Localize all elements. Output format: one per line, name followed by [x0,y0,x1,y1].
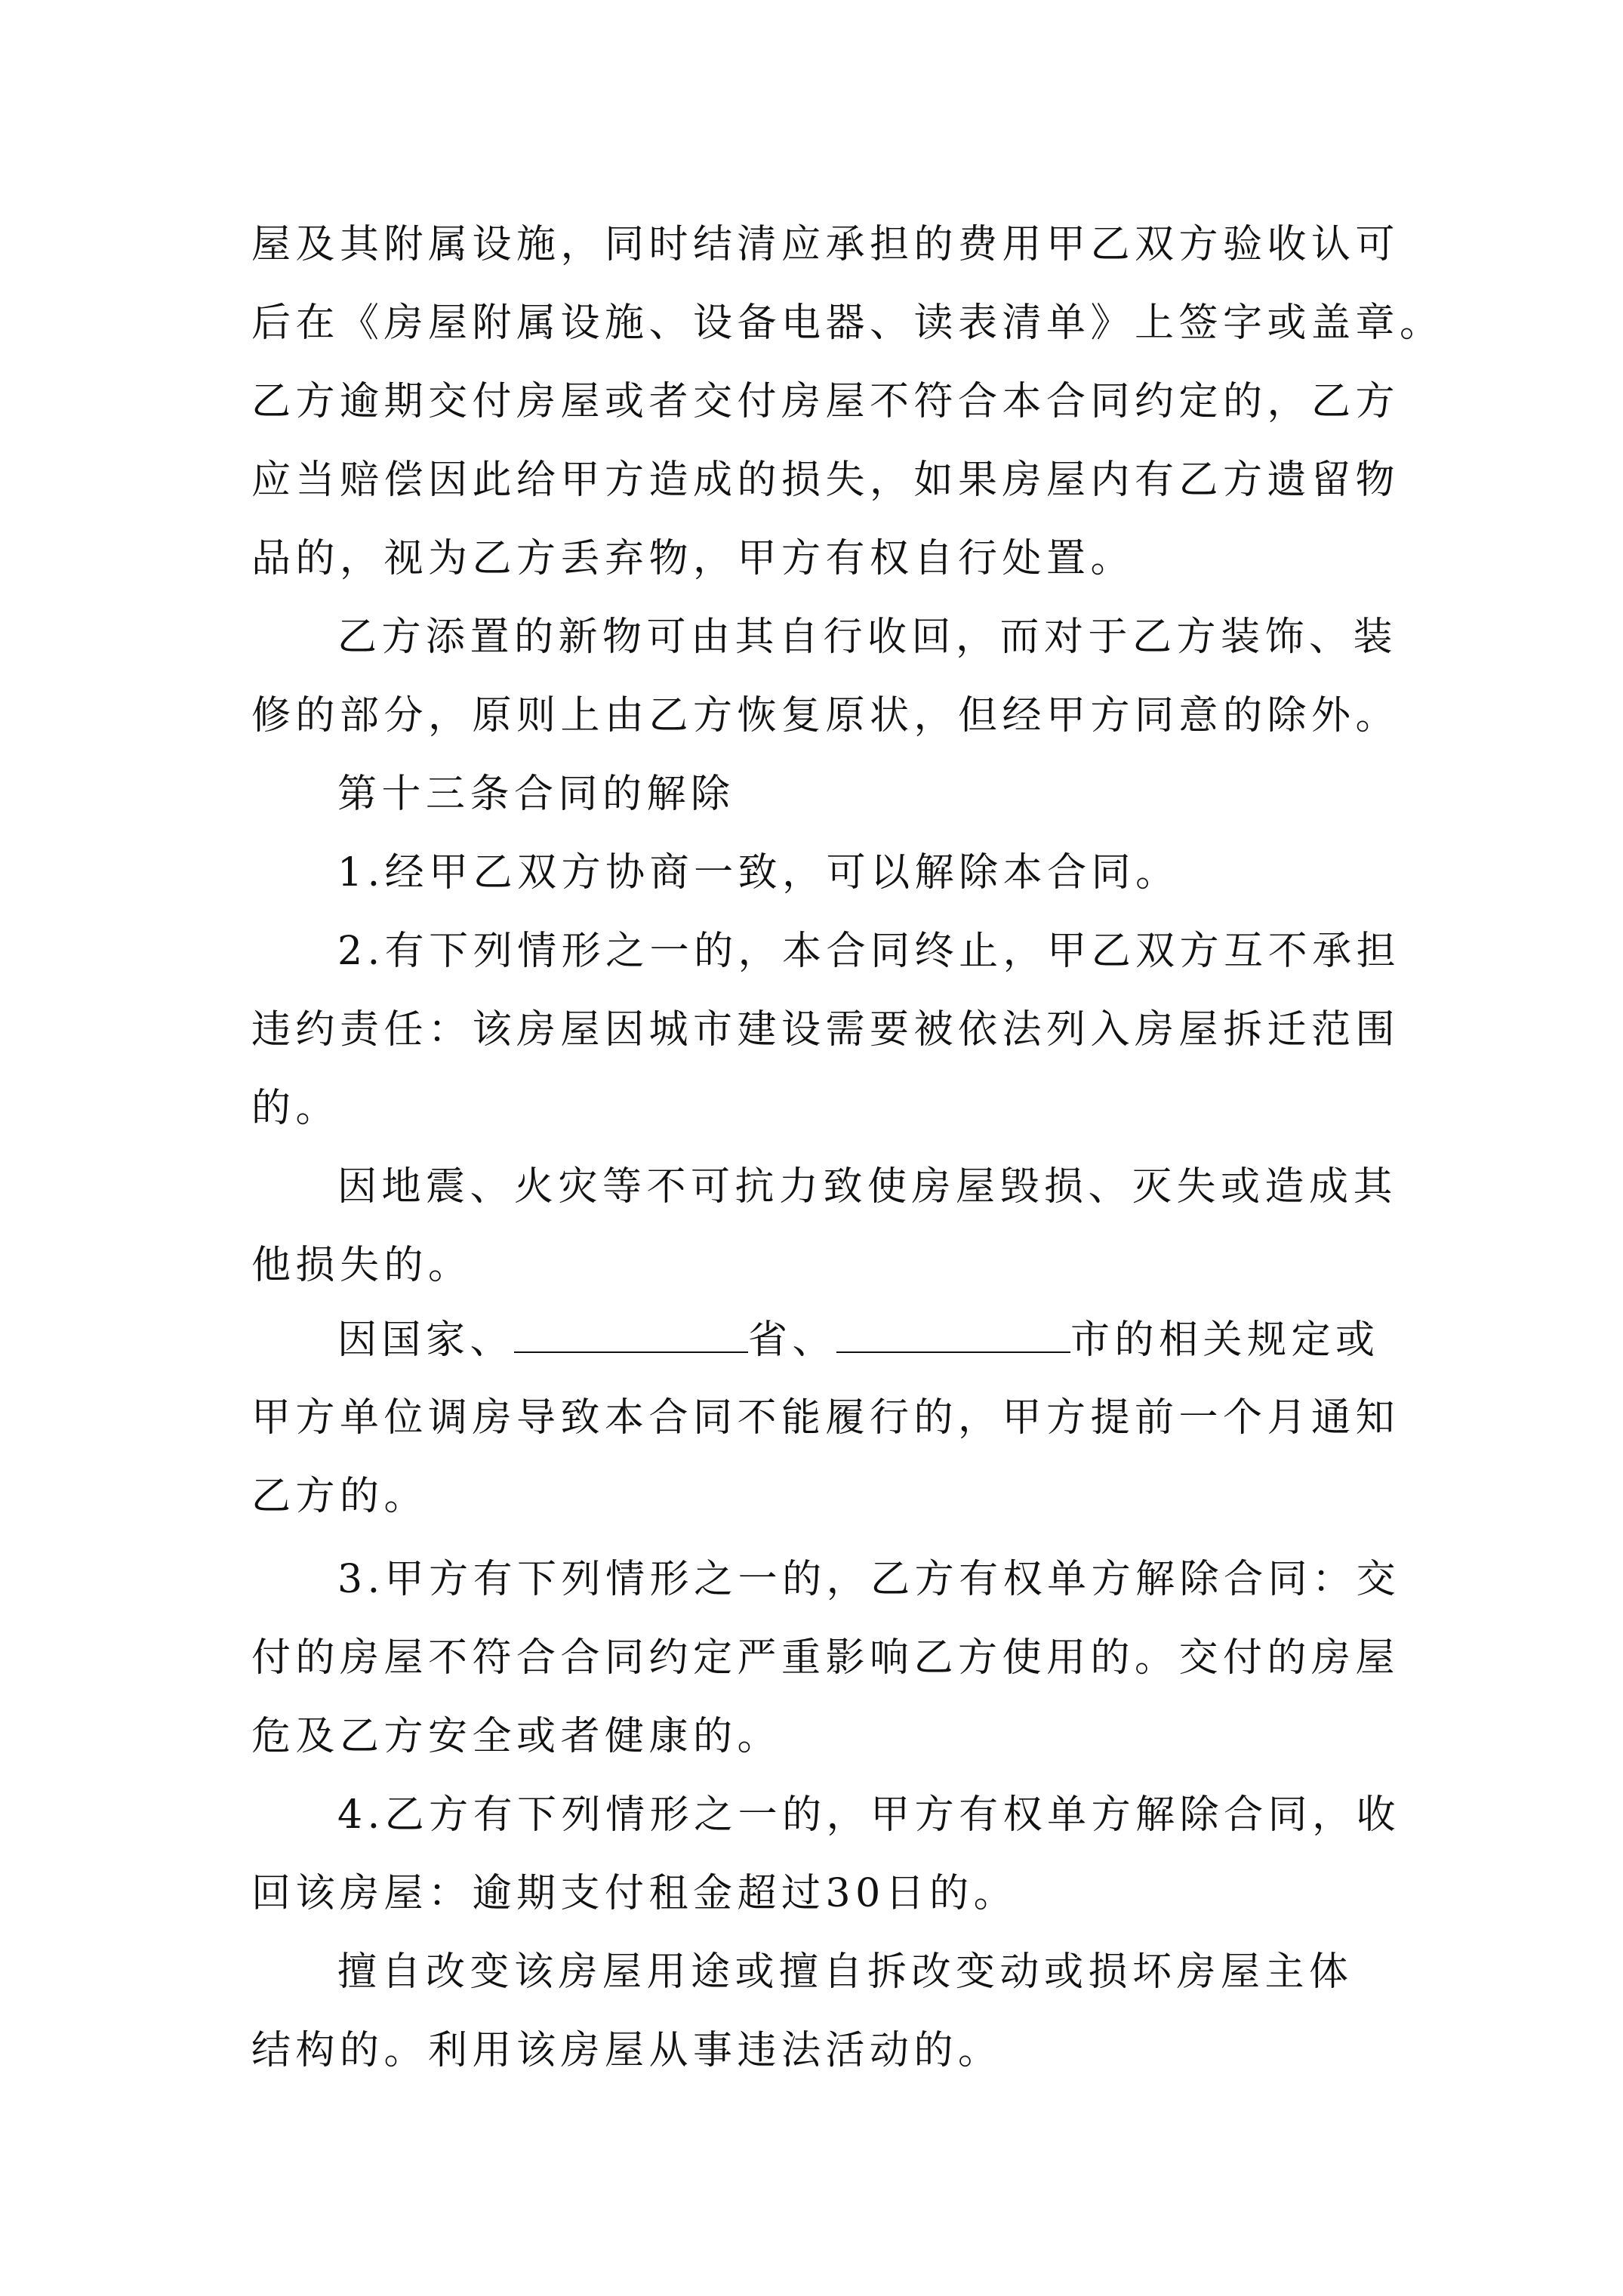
text-line: 他损失的。 [251,1243,473,1288]
text-line: 屋及其附属设施，同时结清应承担的费用甲乙双方验收认可 [251,222,1400,267]
text-line: 乙方逾期交付房屋或者交付房屋不符合本合同约定的，乙方 [251,379,1400,424]
text-segment: 省、 [748,1318,837,1363]
text-line: 后在《房屋附属设施、设备电器、读表清单》上签字或盖章。 [251,300,1444,346]
text-line: 1.经甲乙双方协商一致，可以解除本合同。 [337,850,1180,895]
text-line: 2.有下列情形之一的，本合同终止，甲乙双方互不承担 [337,929,1401,974]
section-heading: 第十三条合同的解除 [337,772,735,817]
text-line: 的。 [251,1086,340,1131]
text-line: 4.乙方有下列情形之一的，甲方有权单方解除合同，收 [337,1792,1401,1838]
text-line: 违约责任：该房屋因城市建设需要被依法列入房屋拆迁范围 [251,1007,1400,1052]
text-line: 修的部分，原则上由乙方恢复原状，但经甲方同意的除外。 [251,693,1400,738]
text-segment: 市的相关规定或 [1070,1318,1380,1363]
text-line: 乙方的。 [251,1474,429,1519]
text-line: 擅自改变该房屋用途或擅自拆改变动或损坏房屋主体 [337,1949,1354,1995]
text-line: 因地震、火灾等不可抗力致使房屋毁损、灭失或造成其 [337,1164,1398,1210]
text-line: 3.甲方有下列情形之一的，乙方有权单方解除合同：交 [337,1557,1401,1602]
fill-in-line [337,1315,1380,1364]
text-line: 品的，视为乙方丢弃物，甲方有权自行处置。 [251,536,1135,581]
text-segment: 因国家、 [337,1318,515,1363]
province-blank[interactable] [514,1315,748,1353]
text-line: 乙方添置的新物可由其自行收回，而对于乙方装饰、装 [337,615,1398,660]
text-line: 危及乙方安全或者健康的。 [251,1714,782,1759]
text-line: 甲方单位调房导致本合同不能履行的，甲方提前一个月通知 [251,1395,1400,1441]
text-line: 应当赔偿因此给甲方造成的损失，如果房屋内有乙方遗留物 [251,458,1400,503]
text-line: 付的房屋不符合合同约定严重影响乙方使用的。交付的房屋 [251,1635,1400,1681]
text-line: 结构的。利用该房屋从事违法活动的。 [251,2028,1002,2073]
text-line: 回该房屋：逾期支付租金超过30日的。 [251,1871,1018,1916]
city-blank[interactable] [836,1315,1070,1353]
